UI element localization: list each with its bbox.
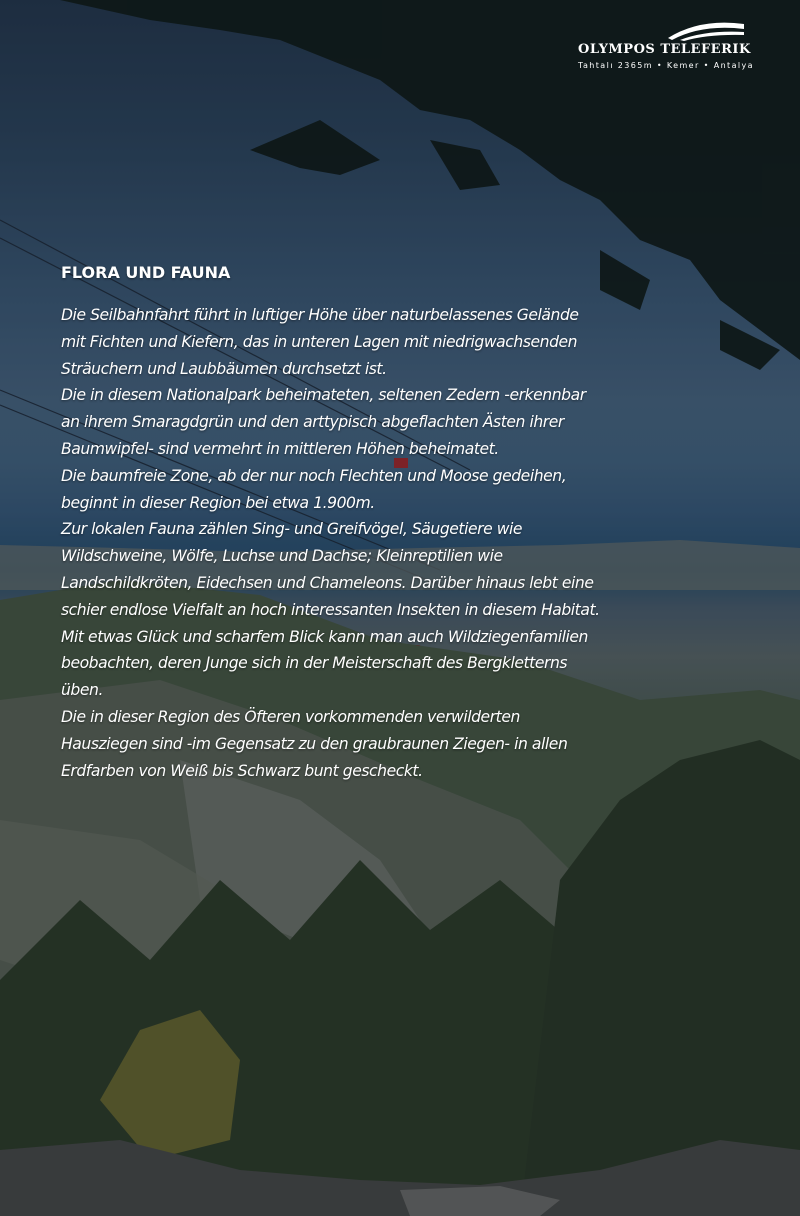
body-line: Die baumfreie Zone, ab der nur noch Flechten und Moose gedeihen, <box>61 466 567 485</box>
body-line: Sträuchern und Laubbäumen durchsetzt ist. <box>61 359 387 378</box>
body-line: schier endlose Vielfalt an hoch interessanten Insekten in diesem Habitat. <box>61 600 600 619</box>
body-line: mit Fichten und Kiefern, das in unteren Lagen mit niedrigwachsenden <box>61 332 578 351</box>
body-line: Wildschweine, Wölfe, Luchse und Dachse; Kleinreptilien wie <box>61 547 503 566</box>
body-line: an ihrem Smaragdgrün und den arttypisch abgeflachten Ästen ihrer <box>61 413 564 432</box>
body-line: Die in dieser Region des Öfteren vorkommenden verwilderten <box>61 707 520 726</box>
body-line: beobachten, deren Junge sich in der Meisterschaft des Bergkletterns <box>61 654 568 673</box>
body-line: Erdfarben von Weiß bis Schwarz bunt gescheckt. <box>61 761 423 780</box>
body-line: Hausziegen sind -im Gegensatz zu den graubraunen Ziegen- in allen <box>61 734 568 753</box>
page-title: FLORA UND FAUNA <box>61 263 231 282</box>
body-line: üben. <box>61 681 103 700</box>
body-line: Landschildkröten, Eidechsen und Chameleons. Darüber hinaus lebt eine <box>61 573 594 592</box>
olympos-teleferik-logo <box>578 18 754 72</box>
brand-name: OLYMPOS TELEFERIK <box>578 42 751 57</box>
body-line: Die in diesem Nationalpark beheimateten, seltenen Zedern -erkennbar <box>61 386 586 405</box>
logo-arc-icon <box>666 18 746 42</box>
article-body <box>61 302 761 784</box>
body-line: Mit etwas Glück und scharfem Blick kann man auch Wildziegenfamilien <box>61 627 588 646</box>
body-line: Baumwipfel- sind vermehrt in mittleren Höhen beheimatet. <box>61 439 499 458</box>
brand-tagline: Tahtalı 2365m • Kemer • Antalya <box>578 61 754 70</box>
body-line: beginnt in dieser Region bei etwa 1.900m. <box>61 493 375 512</box>
body-line: Die Seilbahnfahrt führt in luftiger Höhe über naturbelassenes Gelände <box>61 306 579 324</box>
body-line: Zur lokalen Fauna zählen Sing- und Greifvögel, Säugetiere wie <box>61 520 523 539</box>
article <box>61 263 761 784</box>
